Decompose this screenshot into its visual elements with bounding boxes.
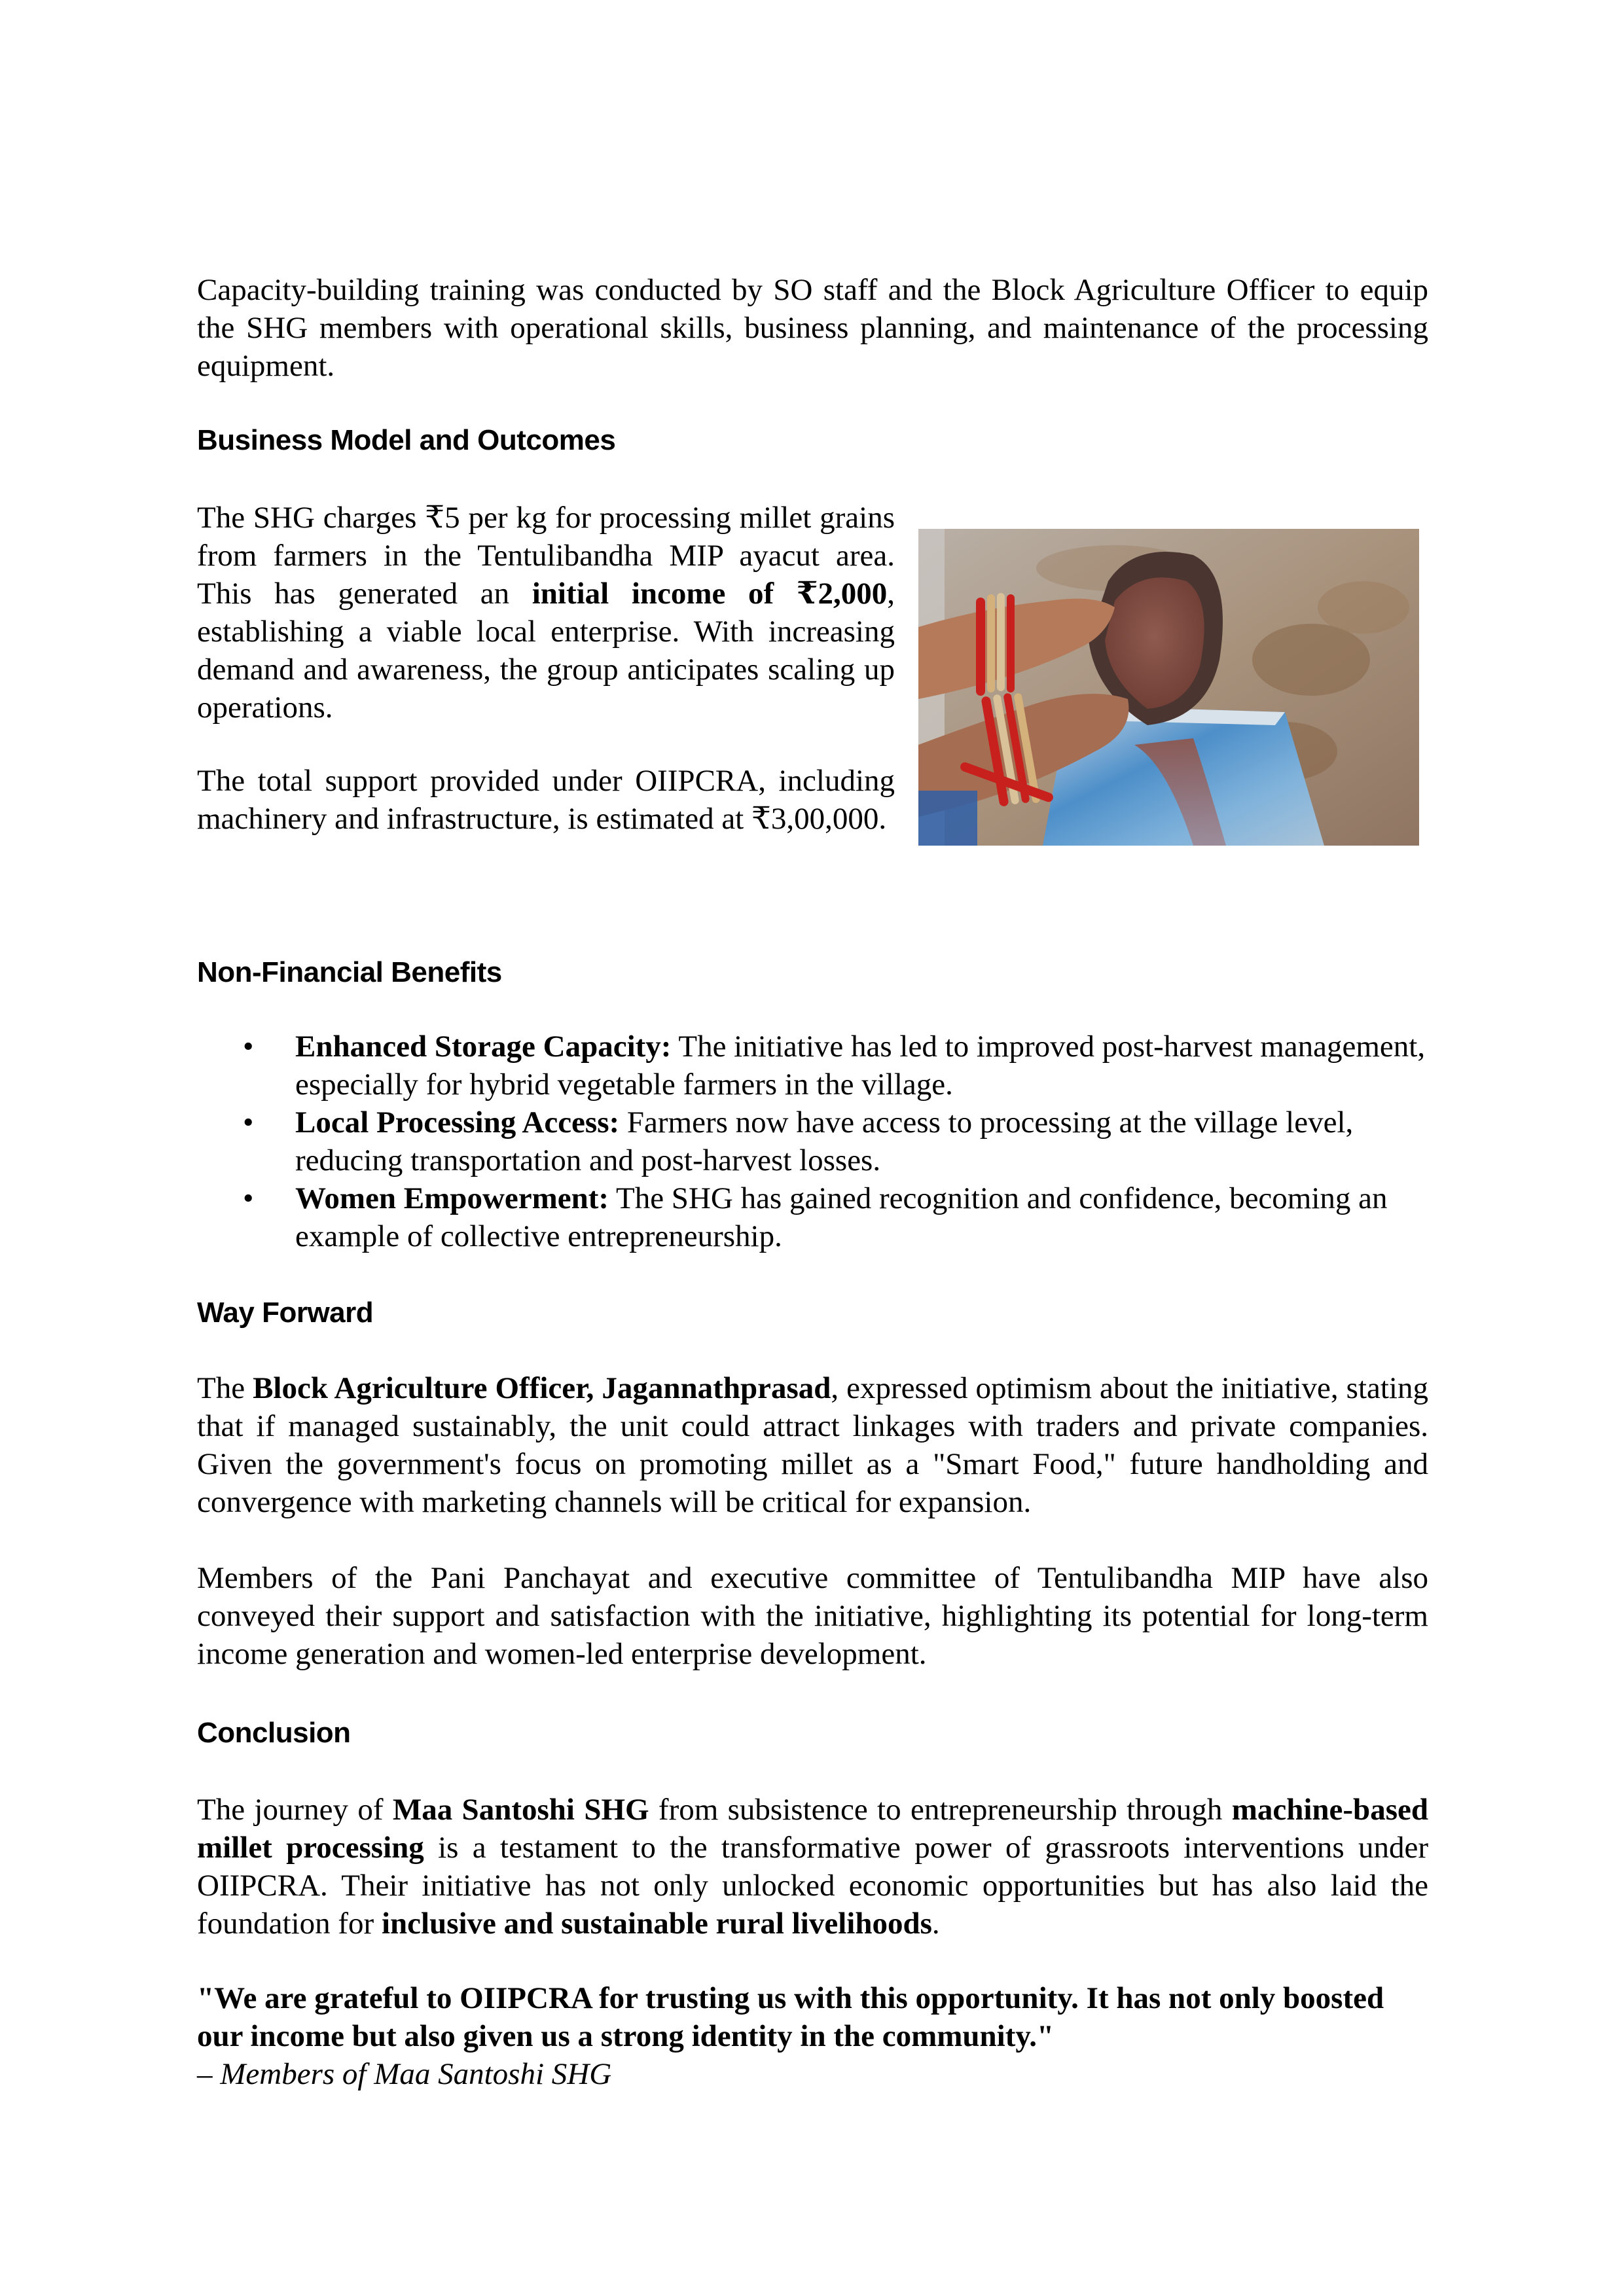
bullet-icon: • (243, 1030, 254, 1064)
conclusion-paragraph (197, 1791, 1428, 1943)
charges-text-post: , establishing a viable local enterprise. With increasing demand and awareness, the group anticipates scaling up operations. (197, 577, 895, 725)
journey-text-4: . (931, 1907, 940, 1941)
benefit-text: The SHG has gained recognition and confidence, becoming an example of collective entrepreneurship. (295, 1181, 1388, 1253)
millet-processing-photo (918, 529, 1419, 846)
business-model-heading: Business Model and Outcomes (197, 424, 616, 456)
bullet-icon: • (243, 1181, 254, 1215)
officer-name-emphasis: Block Agriculture Officer, Jagannathprasad (253, 1371, 831, 1405)
quote-text: "We are grateful to OIIPCRA for trusting us with this opportunity. It has not only boosted our income but also given us a strong identity in the community." (197, 1981, 1384, 2053)
journey-text-1: The journey of (197, 1793, 393, 1827)
benefits-list (197, 1028, 1428, 1255)
way-forward-heading: Way Forward (197, 1297, 374, 1329)
officer-text-post: , expressed optimism about the initiative, stating that if managed sustainably, the unit could attract linkages with traders and private companies. Given the government's focus on promoting millet as a "Smart Food," future handholding and convergence with marketing channels will be critical for expansion. (197, 1371, 1428, 1519)
journey-text-2: from subsistence to entrepreneurship through (649, 1793, 1232, 1827)
total-support-paragraph: The total support provided under OIIPCRA, including machinery and infrastructure, is estimated at ₹3,00,000. (197, 764, 895, 836)
livelihoods-emphasis: inclusive and sustainable rural livelihoods (381, 1907, 932, 1941)
charges-text-pre: The SHG charges ₹5 per kg for processing millet grains from farmers in the Tentulibandha MIP ayacut area. This has generated an (197, 501, 895, 611)
benefit-item-processing (197, 1103, 1428, 1179)
charges-paragraph (197, 499, 895, 726)
benefit-item-storage (197, 1028, 1428, 1103)
attribution-text: – Members of Maa Santoshi SHG (197, 2057, 612, 2091)
capacity-building-paragraph: Capacity-building training was conducted by SO staff and the Block Agriculture Officer to equip the SHG members with operational skills, business planning, and maintenance of the processing equipment. (197, 273, 1428, 383)
officer-text-pre: The (197, 1371, 253, 1405)
benefit-text: The initiative has led to improved post-harvest management, especially for hybrid vegetable farmers in the village. (295, 1030, 1426, 1102)
journey-text-3: is a testament to the transformative power of grassroots interventions under OIIPCRA. Their initiative has not only unlocked economic opportunities but has also laid the foundation for (197, 1831, 1428, 1941)
benefit-title: Enhanced Storage Capacity: (295, 1030, 672, 1064)
benefit-item-empowerment (197, 1179, 1428, 1255)
benefit-text: Farmers now have access to processing at the village level, reducing transportation and post-harvest losses. (295, 1105, 1354, 1177)
testimonial-quote (197, 1979, 1428, 2055)
photo-illustration (918, 529, 1419, 846)
bullet-icon: • (243, 1105, 254, 1139)
quote-attribution (197, 2055, 1428, 2093)
benefit-title: Women Empowerment: (295, 1181, 609, 1215)
conclusion-heading: Conclusion (197, 1717, 351, 1749)
non-financial-benefits-heading: Non-Financial Benefits (197, 956, 502, 988)
benefit-title: Local Processing Access: (295, 1105, 620, 1139)
processing-emphasis: machine-based millet processing (197, 1793, 1428, 1865)
initial-income-emphasis: initial income of ₹2,000 (532, 577, 888, 611)
blue-sack (918, 791, 977, 846)
pani-panchayat-paragraph: Members of the Pani Panchayat and executive committee of Tentulibandha MIP have also conveyed their support and satisfaction with the initiative, highlighting its potential for long-term income generation and women-led enterprise development. (197, 1561, 1428, 1671)
officer-paragraph (197, 1369, 1428, 1521)
shg-name-emphasis: Maa Santoshi SHG (392, 1793, 649, 1827)
